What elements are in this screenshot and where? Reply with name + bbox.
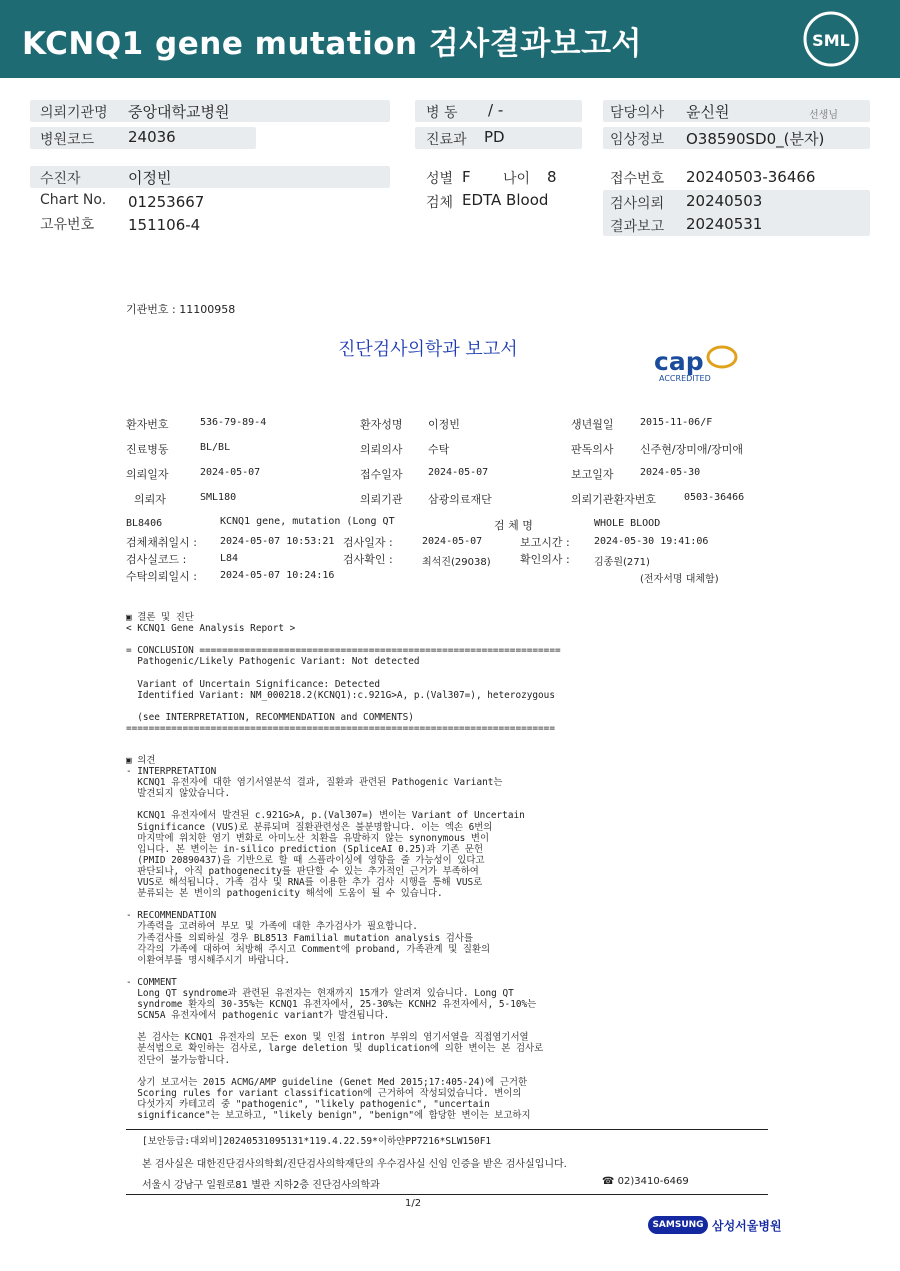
- cap-accredited-logo: [652, 343, 742, 385]
- request-value: 20240503: [686, 192, 763, 210]
- dept-label: 진료과: [426, 132, 467, 148]
- specimen-value: EDTA Blood: [462, 191, 549, 209]
- ward-doc-label: 진료병동: [126, 443, 169, 456]
- exam-time-label: 검체채취일시 :: [126, 536, 197, 549]
- report-date-value: 20240531: [686, 215, 763, 233]
- footer-divider-top: [126, 1129, 768, 1130]
- code-value: 24036: [128, 128, 176, 146]
- recvdate-label: 접수일자: [360, 468, 403, 481]
- clinical-label: 임상정보: [610, 132, 665, 148]
- pid-label: 환자번호: [126, 418, 169, 431]
- repdate-label: 보고일자: [571, 468, 614, 481]
- patient-value: 이정빈: [128, 169, 172, 187]
- opinion-section: ▣ 의견 - INTERPRETATION KCNQ1 유전자에 대한 염기서열분석 결과, 질환과 관련된 Pathogenic Variant는 발견되지 않았습니다. KCNQ1 유전자에서 발견된 c.921G>A, p.(Val307=) 변이는 Variant of Uncertain Significance (VUS)로 분류되며 질환관련성은 불분명합니다. 이는 엑손 6번의 마지막에 위치한 염기 변화로 아미노산 치환을 유발하지 않는 synonymous 변이 입니다. 본 변이는 in-silico prediction (SpliceAI 0.25)과 기존 문헌 (PMID 20890437)을 기반으로 할 때 스플라이싱에 영향을 줄 가능성이 있다고 판단되나, 아직 pathogenecity를 판단할 수 있는 추가적인 근거가 부족하여 VUS로 해석됩니다. 가족 검사 및 RNA를 이용한 추가 검사 시행을 통해 VUS로 분류되는 본 변이의 pathogenicity 해석에 도움이 될 수 있습니다. - RECOMMENDATION 가족력을 고려하여 부모 및 가족에 대한 추가검사가 필요합니다. 가족검사를 의뢰하실 경우 BL8513 Familial mutation analysis 검사를 각각의 가족에 대하여 처방해 주시고 Comment에 proband, 가족관계 및 질환의 이환여부를 명시해주시기 바랍니다. - COMMENT Long QT syndrome과 관련된 유전자는 현재까지 15개가 알려져 있습니다. Long QT syndrome 환자의 30-35%는 KCNQ1 유전자에서, 25-30%는 KCNH2 유전자에서, 5-10%는 SCN5A 유전자에서 pathogenic variant가 발견됩니다. 본 검사는 KCNQ1 유전자의 모든 exon 및 인접 intron 부위의 염기서열을 직접염기서열 분석법으로 확인하는 검사로, large deletion 및 duplication에 의한 변이는 본 검사로 진단이 불가능합니다. 상기 보고서는 2015 ACMG/AMP guideline (Genet Med 2015;17:405-24)에 근거한 Scoring rules for variant classification에 근거하여 작성되었습니다. 변이의 다섯가지 카테고리 중 "pathogenic", "likely pathogenic", "uncertain significance"는 보고하고, "likely benign", "benign"에 합당한 변이는 보고하지: [126, 755, 544, 1121]
- doctor-value: 윤신원: [686, 103, 730, 121]
- reqdate-label: 의뢰일자: [126, 468, 169, 481]
- specimen-label: 검체: [426, 195, 454, 211]
- code-label: 병원코드: [40, 132, 95, 148]
- hospital-name: 삼성서울병원: [712, 1219, 782, 1233]
- uid-label: 고유번호: [40, 217, 95, 233]
- sex-value: F: [462, 168, 471, 186]
- reqdoc-label: 의뢰의사: [360, 443, 403, 456]
- doctor-suffix: 선생님: [809, 110, 838, 121]
- reqman-label: 의뢰자: [134, 493, 166, 506]
- ward-doc-value: BL/BL: [200, 442, 231, 453]
- patient-label: 수진자: [40, 171, 81, 187]
- ward-value: / -: [488, 101, 504, 119]
- sml-logo: [802, 10, 860, 68]
- exam-date-value: 2024-05-07: [422, 536, 483, 547]
- footer-divider-bottom: [126, 1194, 768, 1195]
- confirm-doc-label: 확인의사 :: [520, 553, 570, 566]
- room-value: L84: [220, 553, 239, 564]
- ward-label: 병 동: [426, 105, 458, 121]
- report-title: 진단검사의학과 보고서: [338, 339, 518, 360]
- chart-value: 01253667: [128, 193, 205, 211]
- security-line: [보안등급:대외비]20240531095131*119.4.22.59*이하얀PP7216*SLW150F1: [142, 1136, 492, 1147]
- specimen-doc-label: 검 체 명: [494, 519, 533, 532]
- reqpno-value: 0503-36466: [684, 492, 745, 503]
- age-value: 8: [547, 168, 557, 186]
- exam-date-label: 검사일자 :: [343, 536, 393, 549]
- test-code: BL8406: [126, 518, 163, 529]
- reqpno-label: 의뢰기관환자번호: [571, 493, 657, 506]
- svg-text:ACCREDITED: ACCREDITED: [659, 374, 711, 383]
- page-header: [0, 0, 900, 78]
- svg-text:cap: cap: [654, 347, 704, 376]
- confirm-doc-value: 김종원(271): [594, 557, 650, 568]
- confirm-label: 검사확인 :: [343, 553, 393, 566]
- recv-time-label: 수탁의뢰일시 :: [126, 570, 197, 583]
- inst-label: 의뢰기관명: [40, 105, 108, 121]
- inst-value: 중앙대학교병원: [128, 103, 230, 121]
- report-time-value: 2024-05-30 19:41:06: [594, 536, 709, 547]
- reqinst-label: 의뢰기관: [360, 493, 403, 506]
- uid-value: 151106-4: [128, 216, 201, 234]
- receipt-value: 20240503-36466: [686, 168, 816, 186]
- room-label: 검사실코드 :: [126, 553, 187, 566]
- exam-time-value: 2024-05-07 10:53:21: [220, 536, 335, 547]
- repdate-value: 2024-05-30: [640, 467, 701, 478]
- request-label: 검사의뢰: [610, 196, 665, 212]
- recvdate-value: 2024-05-07: [428, 467, 489, 478]
- institution-number: 기관번호 : 11100958: [126, 303, 236, 316]
- test-name: KCNQ1 gene, mutation (Long QT: [220, 516, 395, 527]
- readdoc-value: 신주현/장미애/장미애: [640, 443, 744, 456]
- sex-label: 성별: [426, 171, 454, 187]
- pname-label: 환자성명: [360, 418, 403, 431]
- pname-value: 이정빈: [428, 418, 460, 431]
- confirm-value: 최석진(29038): [422, 557, 491, 568]
- clinical-value: O38590SD0_(분자): [686, 130, 825, 148]
- page-number: 1/2: [405, 1198, 422, 1209]
- phone-line: ☎ 02)3410-6469: [602, 1176, 689, 1187]
- doctor-label: 담당의사: [610, 105, 665, 121]
- pid-value: 536-79-89-4: [200, 417, 267, 428]
- report-header-title: KCNQ1 gene mutation 검사결과보고서: [22, 26, 642, 62]
- recv-time-value: 2024-05-07 10:24:16: [220, 570, 335, 581]
- age-label: 나이: [503, 171, 531, 187]
- certification-line: 본 검사실은 대한진단검사의학회/진단검사의학재단의 우수검사실 신임 인증을 받은 검사실입니다.: [142, 1159, 567, 1170]
- conclusion-section: ▣ 결론 및 진단 < KCNQ1 Gene Analysis Report > = CONCLUSION ================================================================ Pathogenic/Likely Pathogenic Variant: Not detected Variant of Uncertain Significance: Detected Identified Variant: NM_000218.2(KCNQ1):c.921G>A, p.(Val307=), heterozygous (see INTERPRETATION, RECOMMENDATION and COMMENTS) ============================================================================: [126, 612, 561, 734]
- reqman-value: SML180: [200, 492, 237, 503]
- esign-note: (전자서명 대체함): [640, 574, 719, 585]
- svg-text:SML: SML: [812, 31, 850, 50]
- birth-value: 2015-11-06/F: [640, 417, 713, 428]
- dept-value: PD: [484, 128, 505, 146]
- reqdoc-value: 수탁: [428, 443, 450, 456]
- reqdate-value: 2024-05-07: [200, 467, 261, 478]
- birth-label: 생년월일: [571, 418, 614, 431]
- report-date-label: 결과보고: [610, 219, 665, 235]
- receipt-label: 접수번호: [610, 171, 665, 187]
- address-line: 서울시 강남구 일원로81 별관 지하2층 진단검사의학과: [142, 1180, 380, 1191]
- report-time-label: 보고시간 :: [520, 536, 570, 549]
- readdoc-label: 판독의사: [571, 443, 614, 456]
- reqinst-value: 삼광의료재단: [428, 493, 492, 506]
- chart-label: Chart No.: [40, 192, 107, 208]
- patient-bar: [30, 166, 390, 188]
- samsung-logo: SAMSUNG: [648, 1216, 708, 1234]
- specimen-doc-value: WHOLE BLOOD: [594, 518, 661, 529]
